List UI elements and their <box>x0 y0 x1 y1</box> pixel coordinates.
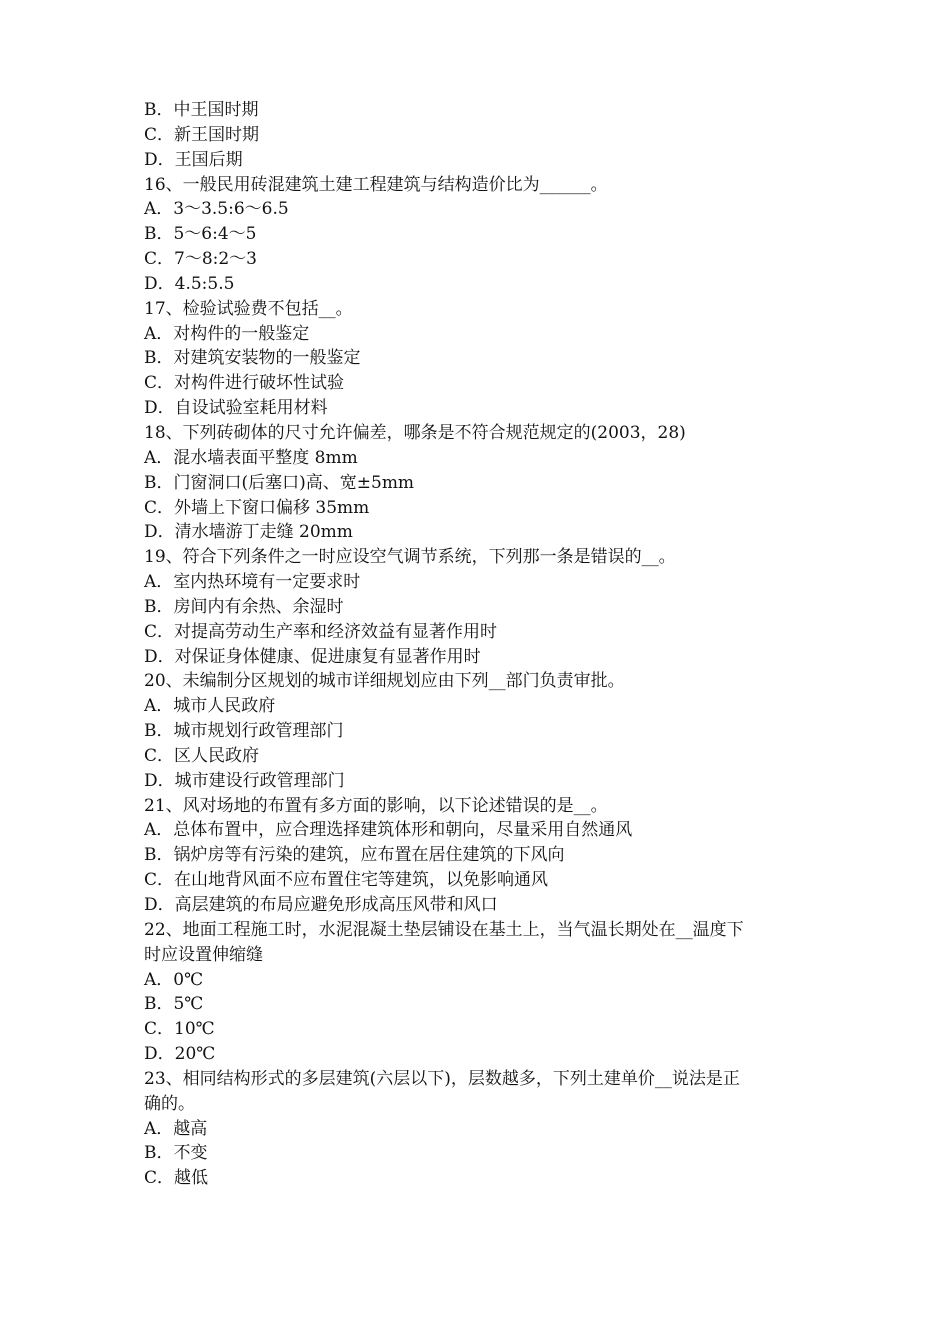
option-line: C．外墙上下窗口偏移 35mm <box>144 497 370 518</box>
option-line: B．5～6:4～5 <box>144 224 257 245</box>
option-line: C．对构件进行破坏性试验 <box>144 373 345 394</box>
option-line: D．高层建筑的布局应避免形成高压风带和风口 <box>144 895 498 915</box>
question-line: 21、风对场地的布置有多方面的影响，以下论述错误的是__。 <box>144 795 608 816</box>
option-line: C．在山地背风面不应布置住宅等建筑，以免影响通风 <box>144 870 549 891</box>
option-line: D．4.5:5.5 <box>144 273 235 294</box>
option-line: A．越高 <box>144 1118 208 1139</box>
option-line: D．清水墙游丁走缝 20mm <box>144 522 353 543</box>
option-line: D．对保证身体健康、促进康复有显著作用时 <box>144 646 481 667</box>
option-line: B．不变 <box>144 1143 208 1164</box>
option-line: A．总体布置中，应合理选择建筑体形和朝向，尽量采用自然通风 <box>144 820 633 841</box>
option-line: B．城市规划行政管理部门 <box>144 721 344 742</box>
question-line-continuation: 时应设置伸缩缝 <box>144 944 263 965</box>
option-line: A．3～3.5:6～6.5 <box>144 199 289 220</box>
question-line: 16、一般民用砖混建筑土建工程建筑与结构造价比为______。 <box>144 174 608 195</box>
option-line: D．自设试验室耗用材料 <box>144 398 328 419</box>
option-line: B．门窗洞口(后塞口)高、宽±5mm <box>144 472 415 493</box>
question-line: 23、相同结构形式的多层建筑(六层以下)，层数越多，下列土建单价__说法是正 <box>144 1068 740 1089</box>
option-line: C．越低 <box>144 1168 209 1189</box>
question-line: 17、检验试验费不包括__。 <box>144 298 353 319</box>
option-line: A．室内热环境有一定要求时 <box>144 572 361 593</box>
option-line: D．20℃ <box>144 1044 216 1065</box>
question-line: 18、下列砖砌体的尺寸允许偏差，哪条是不符合规范规定的(2003，28) <box>144 422 686 443</box>
option-line: A．城市人民政府 <box>144 696 276 717</box>
option-line: D．城市建设行政管理部门 <box>144 770 345 791</box>
question-line: 19、符合下列条件之一时应设空气调节系统，下列那一条是错误的__。 <box>144 547 676 568</box>
option-line: B．房间内有余热、余湿时 <box>144 596 344 617</box>
option-line: B．5℃ <box>144 994 204 1015</box>
question-line-continuation: 确的。 <box>144 1093 195 1114</box>
option-line: A．混水墙表面平整度 8mm <box>144 447 358 468</box>
document-body <box>144 98 814 1191</box>
option-line: B．对建筑安装物的一般鉴定 <box>144 348 361 369</box>
option-line: B．锅炉房等有污染的建筑，应布置在居住建筑的下风向 <box>144 845 565 866</box>
option-line: C．区人民政府 <box>144 745 260 766</box>
question-line: 20、未编制分区规划的城市详细规划应由下列__部门负责审批。 <box>144 671 625 692</box>
option-line: A．对构件的一般鉴定 <box>144 323 310 344</box>
option-line: B．中王国时期 <box>144 100 259 120</box>
option-line: A．0℃ <box>144 969 204 990</box>
option-line: C．对提高劳动生产率和经济效益有显著作用时 <box>144 621 498 642</box>
option-line: C．7～8:2～3 <box>144 249 257 270</box>
question-line: 22、地面工程施工时，水泥混凝土垫层铺设在基土上，当气温长期处在__温度下 <box>144 919 744 940</box>
option-line: C．新王国时期 <box>144 124 260 145</box>
option-line: C．10℃ <box>144 1019 215 1040</box>
option-line: D．王国后期 <box>144 149 243 170</box>
